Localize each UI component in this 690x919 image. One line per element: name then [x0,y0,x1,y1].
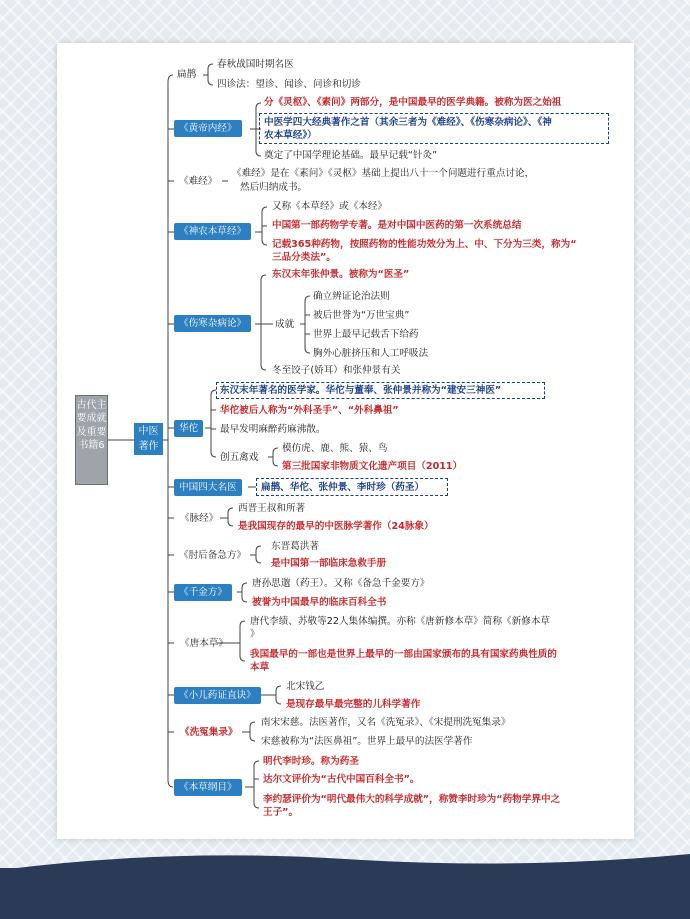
node-huangdi: 《黄帝内经》 [174,120,242,137]
node-text: 西晋王叔和所著 [238,503,306,514]
node-qianjin: 《千金方》 [174,584,232,601]
decorative-wave [0,848,690,870]
node-text: 东晋葛洪著 [271,541,319,552]
node-text: 又称《本草经》或《本经》 [272,201,388,212]
node-text: 是中国第一部临床急救手册 [271,558,387,569]
main-category-node: 中医著作 [134,423,163,455]
node-text: 东汉末年著名的医学家。华佗与董奉、张仲景并称为“建安三神医” [220,385,502,396]
node-text: 宋慈被称为“法医鼻祖”。世界上最早的法医学著作 [261,736,473,747]
node-text: 三品分类法”。 [272,252,336,263]
node-xiaoer: 《小儿药证直诀》 [174,687,261,704]
node-shanghan: 《伤寒杂病论》 [174,315,251,332]
node-text: 东汉末年张仲景。被称为“医圣” [272,269,410,280]
node-xiyuan: 《洗冤集录》 [180,727,238,738]
node-text: 中医学四大经典著作之首（其余三者为《难经》、《伤寒杂病论》、《神 [264,117,552,128]
node-text: 第三批国家非物质文化遗产项目（2011） [282,461,463,472]
node-bencao: 《本草纲目》 [174,779,242,796]
node-text: 四诊法：望诊、闻诊、问诊和切诊 [217,79,361,90]
node-text: 唐代李绩、苏敬等22人集体编撰。亦称《唐新修本草》简称《新修本草 [250,616,551,627]
node-text: 农本草经》） [264,130,317,141]
node-text: 王子”。 [263,807,299,818]
node-text: 中国第一部药物学专著。是对中国中医药的第一次系统总结 [272,220,522,231]
node-text: 春秋战国时期名医 [217,59,294,70]
root-node: 古代主要成就及重要书籍6 [75,395,108,485]
node-text: 胸外心脏挤压和人工呼吸法 [313,348,429,359]
node-text: 南宋宋慈。法医著作，又名《洗冤录》、《宋提刑洗冤集录》 [261,717,511,728]
node-shennong: 《神农本草经》 [174,223,251,240]
node-text: 《难经》是在《素问》《灵枢》基础上提出八十一个问题进行重点讨论， [232,168,535,179]
bottom-band [0,868,690,919]
node-text: 被后世誉为“万世宝典” [313,310,410,321]
node-text: 华佗被后人称为“外科圣手”、“外科鼻祖” [220,405,399,416]
node-huatuo: 华佗 [174,420,203,437]
node-zhouhou: 《肘后备急方》 [179,550,247,561]
node-text: 世界上最早记载舌下给药 [313,329,419,340]
node-four-physicians: 中国四大名医 [174,479,242,496]
node-chengjiu: 成就 [275,319,295,330]
node-text: 明代李时珍。称为药圣 [263,756,359,767]
node-text: 记载365种药物，按照药物的性能功效分为上、中、下分为三类，称为“ [272,239,577,250]
node-text: 我国最早的一部也是世界上最早的一部由国家颁布的具有国家药典性质的 [250,649,557,660]
node-text: 模仿虎、鹿、熊、猿、鸟 [282,443,388,454]
node-text: 然后归纳成书。 [240,182,308,193]
node-text: 冬至饺子(娇耳）和张仲景有关 [272,365,401,376]
node-text: 是我国现存的最早的中医脉学著作（24脉象） [238,521,434,532]
node-text: 扁鹊、华佗、张仲景、李时珍（药圣） [261,482,425,493]
node-text: 分《灵枢》、《素问》两部分，是中国最早的医学典籍。被称为医之始祖 [264,97,562,108]
node-text: 被誉为中国最早的临床百科全书 [252,597,387,608]
node-text: 唐孙思邈（药王）。又称《备急千金要方》 [252,578,430,589]
node-text: 达尔文评价为“古代中国百科全书”。 [263,774,420,785]
node-text: 最早发明麻醉药麻沸散。 [220,424,326,435]
node-text: 是现存最早最完整的儿科学著作 [286,699,421,710]
node-text: 本草 [250,662,270,673]
node-text: 》 [250,629,260,640]
node-text: 李约瑟评价为“明代最伟大的科学成就”，称赞李时珍为“药物学界中之 [263,794,561,805]
node-text: 奠定了中国学理论基础。最早记载“针灸” [264,150,438,161]
node-tangben: 《唐本草》 [180,638,228,649]
node-wuqinxi: 创五禽戏 [220,452,259,463]
node-text: 北宋钱乙 [286,681,325,692]
node-maijing: 《脉经》 [180,513,219,524]
node-bianque: 扁鹊 [177,69,197,80]
node-nanjing: 《难经》 [179,176,218,187]
node-text: 确立辨证论治法则 [313,291,390,302]
